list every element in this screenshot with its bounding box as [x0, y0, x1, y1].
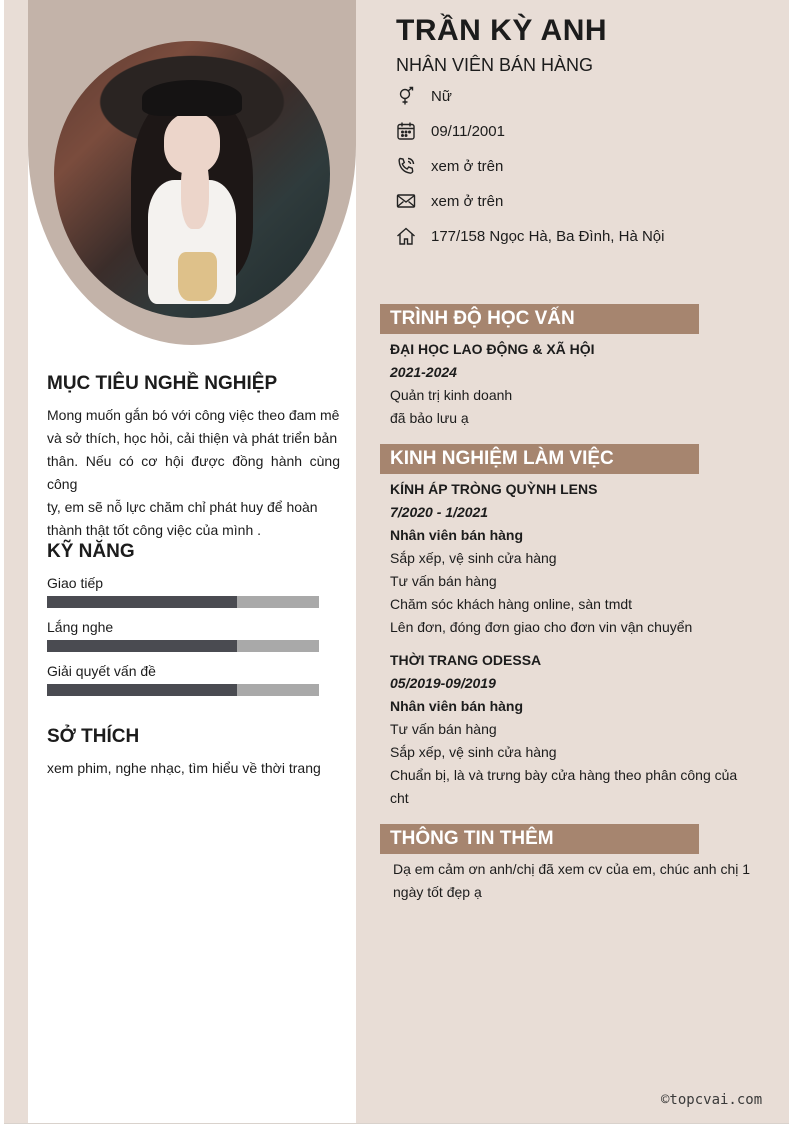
objective-line: thân. Nếu có cơ hội được đồng hành cùng công	[47, 453, 340, 492]
job-task: Sắp xếp, vệ sinh cửa hàng	[390, 550, 557, 566]
experience-heading: KINH NGHIỆM LÀM VIỆC	[380, 444, 699, 474]
objective-line: và sở thích, học hỏi, cải thiện và phát triển bản	[47, 430, 338, 446]
skill-label: Giải quyết vấn đề	[47, 663, 156, 679]
job-task: Chuẩn bị, là và trưng bày cửa hàng theo phân công của	[390, 767, 738, 783]
education-school: ĐẠI HỌC LAO ĐỘNG & XÃ HỘI	[390, 341, 595, 357]
objective-line: thành thật tốt công việc của mình .	[47, 522, 262, 538]
job-task: Sắp xếp, vệ sinh cửa hàng	[390, 744, 557, 760]
objective-heading: MỤC TIÊU NGHỀ NGHIỆP	[47, 373, 278, 394]
skill-bar	[47, 596, 319, 608]
job-task: cht	[390, 790, 409, 806]
info-gender-value: Nữ	[431, 87, 452, 105]
info-email-value: xem ở trên	[431, 192, 504, 210]
info-birthday-value: 09/11/2001	[431, 122, 505, 140]
skill-bar-fill	[47, 640, 237, 652]
gender-icon	[396, 86, 416, 106]
candidate-name: TRẦN KỲ ANH	[396, 14, 608, 47]
job-company: KÍNH ÁP TRÒNG QUỲNH LENS	[390, 481, 598, 497]
skills-heading: KỸ NĂNG	[47, 541, 135, 562]
email-icon	[396, 191, 416, 211]
skill-bar-fill	[47, 684, 237, 696]
info-phone-value: xem ở trên	[431, 157, 504, 175]
skill-bar-fill	[47, 596, 237, 608]
watermark: ©topcvai.com	[661, 1092, 763, 1108]
profile-photo	[54, 41, 330, 318]
objective-line: ty, em sẽ nỗ lực chăm chỉ phát huy để hoàn	[47, 499, 318, 515]
info-email	[396, 191, 503, 211]
additional-line: ngày tốt đẹp ạ	[393, 884, 482, 900]
hobbies-heading: SỞ THÍCH	[47, 726, 140, 747]
home-icon	[396, 226, 416, 246]
objective-text	[47, 404, 340, 542]
job-task: Chăm sóc khách hàng online, sàn tmdt	[390, 596, 633, 612]
job-task: Lên đơn, đóng đơn giao cho đơn vin vận chuyển	[390, 619, 693, 635]
skill-bar	[47, 640, 319, 652]
hobbies-text: xem phim, nghe nhạc, tìm hiểu về thời trang	[47, 760, 321, 776]
job-task: Tư vấn bán hàng	[390, 573, 497, 589]
job-company: THỜI TRANG ODESSA	[390, 652, 542, 668]
skill-label: Lắng nghe	[47, 619, 114, 635]
skill-bar	[47, 684, 319, 696]
info-gender	[396, 86, 452, 106]
info-birthday	[396, 121, 505, 141]
candidate-position: NHÂN VIÊN BÁN HÀNG	[396, 55, 594, 75]
education-major: Quản trị kinh doanh	[390, 387, 513, 403]
skill-label: Giao tiếp	[47, 575, 104, 591]
calendar-icon	[396, 121, 416, 141]
additional-heading: THÔNG TIN THÊM	[380, 824, 699, 854]
job-period: 7/2020 - 1/2021	[390, 504, 489, 520]
education-note: đã bảo lưu ạ	[390, 410, 469, 426]
job-period: 05/2019-09/2019	[390, 675, 496, 691]
job-role: Nhân viên bán hàng	[390, 527, 524, 543]
info-address	[396, 226, 664, 246]
job-task: Tư vấn bán hàng	[390, 721, 497, 737]
education-period: 2021-2024	[390, 364, 457, 380]
info-address-value: 177/158 Ngọc Hà, Ba Đình, Hà Nội	[431, 227, 665, 245]
objective-line: Mong muốn gắn bó với công việc theo đam mê	[47, 407, 340, 423]
phone-icon	[396, 156, 416, 176]
info-phone	[396, 156, 503, 176]
education-heading: TRÌNH ĐỘ HỌC VẤN	[380, 304, 699, 334]
job-role: Nhân viên bán hàng	[390, 698, 524, 714]
additional-line: Dạ em cảm ơn anh/chị đã xem cv của em, chúc anh chị 1	[393, 861, 751, 877]
